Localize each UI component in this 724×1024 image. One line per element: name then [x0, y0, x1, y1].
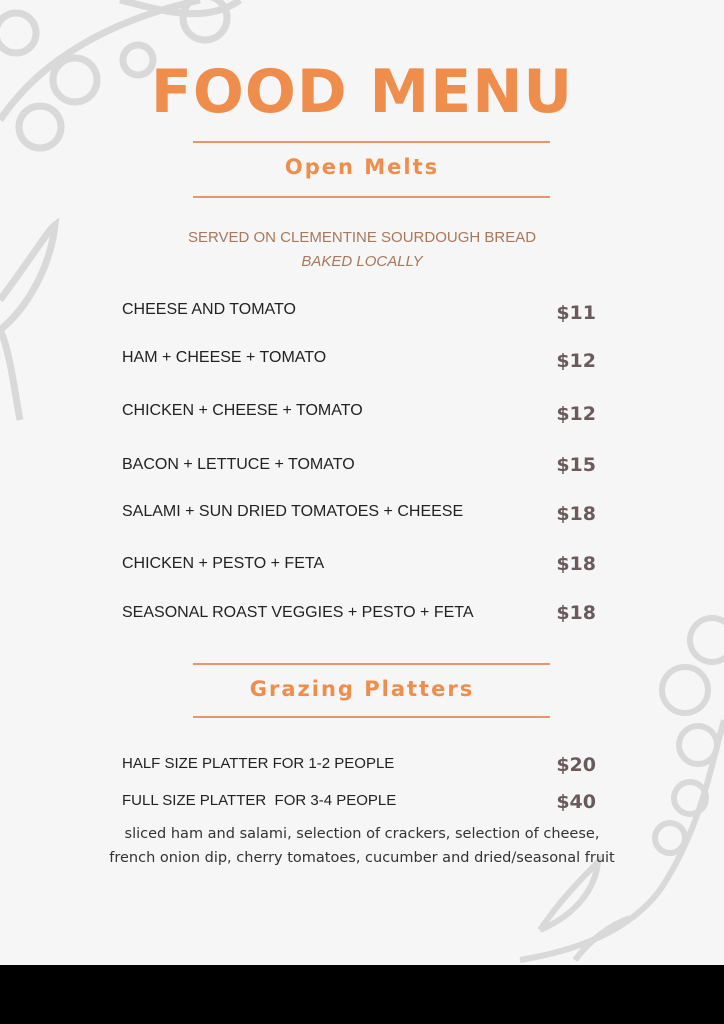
- platter-price: $20: [556, 754, 596, 776]
- menu-item-price: $12: [556, 350, 596, 372]
- divider: [193, 196, 550, 198]
- menu-item-name: CHICKEN + PESTO + FETA: [122, 555, 325, 572]
- menu-item-name: BACON + LETTUCE + TOMATO: [122, 456, 355, 473]
- menu-title: FOOD MENU: [150, 57, 574, 127]
- divider: [193, 716, 550, 718]
- botanical-decoration-icon: [480, 600, 724, 965]
- bread-info: SERVED ON CLEMENTINE SOURDOUGH BREAD: [187, 229, 537, 246]
- divider: [193, 141, 550, 143]
- menu-item-price: $11: [556, 302, 596, 324]
- menu-item-price: $18: [556, 503, 596, 525]
- platter-name: HALF SIZE PLATTER FOR 1-2 PEOPLE: [122, 755, 395, 772]
- menu-item-price: $18: [556, 553, 596, 575]
- baked-locally-note: BAKED LOCALLY: [301, 253, 423, 270]
- menu-item-name: HAM + CHEESE + TOMATO: [122, 349, 327, 366]
- menu-item-name: SEASONAL ROAST VEGGIES + PESTO + FETA: [122, 604, 474, 621]
- section-heading-open-melts: Open Melts: [284, 155, 440, 179]
- menu-item-name: SALAMI + SUN DRIED TOMATOES + CHEESE: [122, 503, 464, 520]
- menu-item-price: $18: [556, 602, 596, 624]
- platter-price: $40: [556, 791, 596, 813]
- menu-item-name: CHICKEN + CHEESE + TOMATO: [122, 402, 363, 419]
- menu-item-price: $12: [556, 403, 596, 425]
- footer-bar: [0, 965, 724, 1024]
- section-heading-grazing-platters: Grazing Platters: [249, 677, 475, 701]
- platter-description-line: sliced ham and salami, selection of crackers, selection of cheese,: [124, 826, 600, 842]
- platter-name: FULL SIZE PLATTER FOR 3-4 PEOPLE: [122, 792, 397, 809]
- menu-item-name: CHEESE AND TOMATO: [122, 301, 296, 318]
- menu-item-price: $15: [556, 454, 596, 476]
- platter-description-line: french onion dip, cherry tomatoes, cucumber and dried/seasonal fruit: [109, 850, 615, 866]
- divider: [193, 663, 550, 665]
